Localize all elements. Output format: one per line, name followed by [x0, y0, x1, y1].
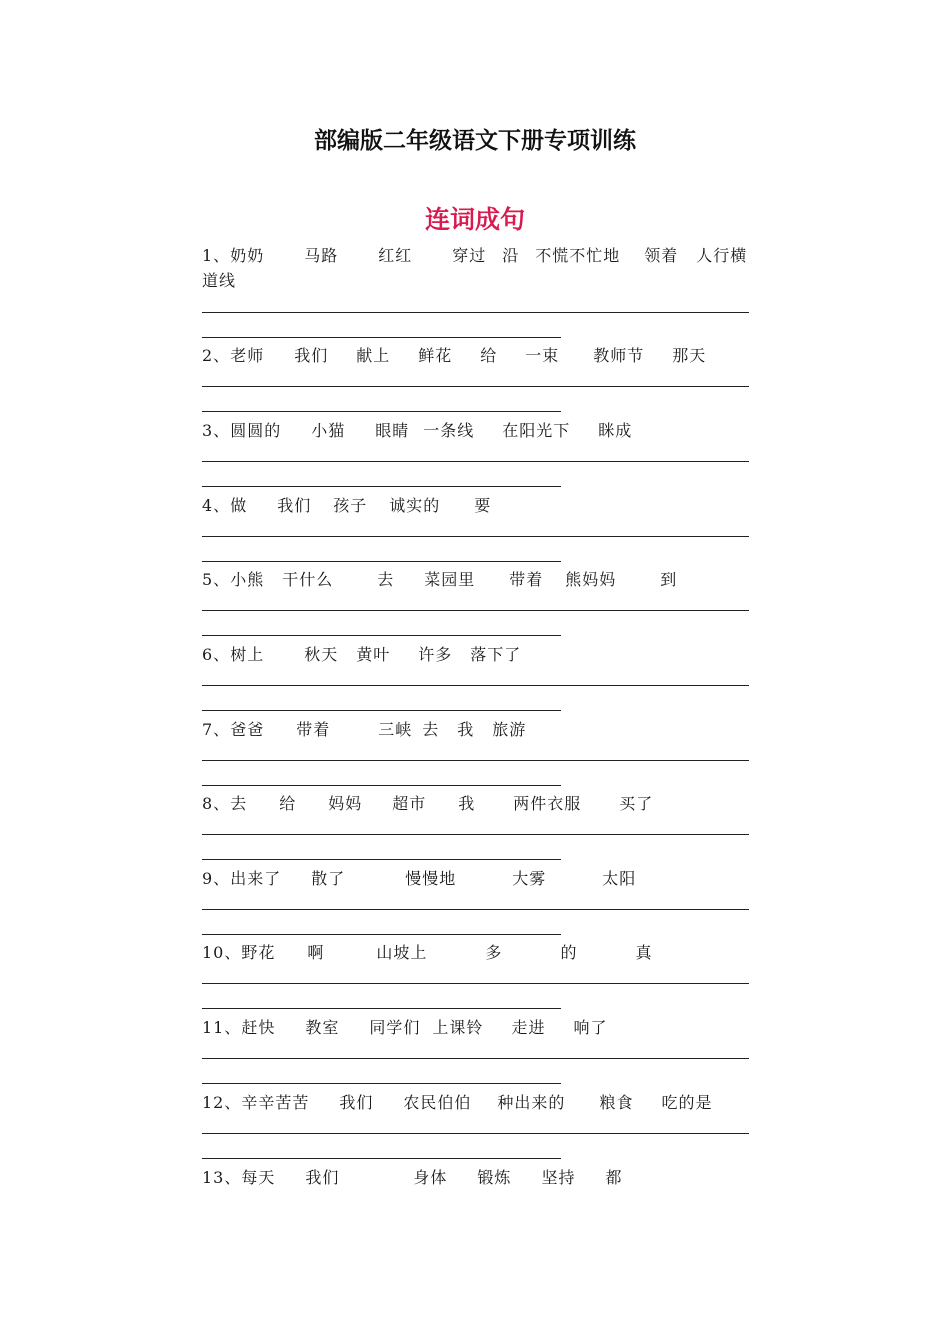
- exercise-word: 小猫: [311, 421, 346, 440]
- exercise-number: 4、: [202, 496, 231, 515]
- exercise-word: 我们: [339, 1093, 374, 1112]
- exercise-word: 小熊: [230, 570, 265, 589]
- answer-line-short[interactable]: [202, 486, 561, 487]
- exercise-prompt: [202, 642, 762, 667]
- exercise-word: 多: [485, 943, 503, 962]
- exercise-item: [202, 717, 762, 742]
- exercise-number: 5、: [202, 570, 231, 589]
- exercise-word: 上课铃: [432, 1018, 484, 1037]
- exercise-word: 我: [457, 720, 475, 739]
- exercise-word: 我们: [277, 496, 312, 515]
- exercise-item: [202, 1015, 762, 1040]
- exercise-word: 老师: [230, 346, 265, 365]
- page-title: 部编版二年级语文下册专项训练: [314, 128, 636, 154]
- exercise-item: [202, 940, 762, 965]
- exercise-word: 做: [230, 496, 248, 515]
- exercise-prompt: [202, 243, 762, 293]
- exercise-word: 领着: [644, 246, 679, 265]
- exercise-item: [202, 567, 762, 592]
- exercise-word: 不慌不忙地: [535, 246, 621, 265]
- exercise-word: 教室: [305, 1018, 340, 1037]
- exercise-number: 12、: [202, 1093, 242, 1112]
- answer-line[interactable]: [202, 983, 749, 984]
- exercise-word: 爸爸: [230, 720, 265, 739]
- exercise-word: 奶奶: [230, 246, 265, 265]
- exercise-number: 1、: [202, 246, 231, 265]
- exercise-word: 要: [474, 496, 492, 515]
- exercise-word: 赶快: [241, 1018, 276, 1037]
- exercise-word: 山坡上: [376, 943, 428, 962]
- exercise-word: 身体: [413, 1168, 448, 1187]
- answer-line[interactable]: [202, 536, 749, 537]
- exercise-word: 锻炼: [477, 1168, 512, 1187]
- answer-line-short[interactable]: [202, 1083, 561, 1084]
- exercise-word: 秋天: [304, 645, 339, 664]
- exercise-word: 许多: [418, 645, 453, 664]
- exercise-prompt: [202, 343, 762, 368]
- exercise-word: 超市: [392, 794, 427, 813]
- answer-line-short[interactable]: [202, 710, 561, 711]
- exercise-word: 坚持: [541, 1168, 576, 1187]
- exercise-word: 一条线: [423, 421, 475, 440]
- exercise-word: 干什么: [282, 570, 334, 589]
- exercise-item: [202, 1165, 762, 1190]
- exercise-item: [202, 243, 762, 293]
- exercise-word: 买了: [619, 794, 654, 813]
- exercise-word: 带着: [296, 720, 331, 739]
- answer-line[interactable]: [202, 1058, 749, 1059]
- exercise-number: 3、: [202, 421, 231, 440]
- exercise-word: 眼睛: [375, 421, 410, 440]
- answer-line[interactable]: [202, 461, 749, 462]
- exercise-word: 辛辛苦苦: [241, 1093, 310, 1112]
- exercise-word: 落下了: [470, 645, 522, 664]
- answer-line[interactable]: [202, 834, 749, 835]
- exercise-word: 孩子: [333, 496, 368, 515]
- exercise-prompt: [202, 866, 762, 891]
- answer-line[interactable]: [202, 685, 749, 686]
- exercise-number: 11、: [202, 1018, 242, 1037]
- exercise-word: 圆圆的: [230, 421, 282, 440]
- answer-line-short[interactable]: [202, 337, 561, 338]
- exercise-prompt: [202, 418, 762, 443]
- exercise-word: 给: [279, 794, 297, 813]
- exercise-word: 鲜花: [418, 346, 453, 365]
- exercise-word: 树上: [230, 645, 265, 664]
- exercise-word: 出来了: [230, 869, 282, 888]
- exercise-word: 太阳: [602, 869, 637, 888]
- exercise-word: 红红: [378, 246, 413, 265]
- exercise-word: 穿过: [452, 246, 487, 265]
- exercise-word: 野花: [241, 943, 276, 962]
- exercise-word: 旅游: [492, 720, 527, 739]
- exercise-number: 7、: [202, 720, 231, 739]
- exercise-word: 妈妈: [328, 794, 363, 813]
- exercise-prompt: [202, 717, 762, 742]
- answer-line[interactable]: [202, 312, 749, 313]
- exercise-prompt: [202, 1090, 762, 1115]
- answer-line-short[interactable]: [202, 1158, 561, 1159]
- exercise-word: 去: [230, 794, 248, 813]
- answer-line-short[interactable]: [202, 635, 561, 636]
- exercise-item: [202, 1090, 762, 1115]
- exercise-word: 慢慢地: [405, 869, 457, 888]
- exercise-number: 8、: [202, 794, 231, 813]
- exercise-word: 带着: [509, 570, 544, 589]
- answer-line-short[interactable]: [202, 561, 561, 562]
- exercise-word: 我们: [294, 346, 329, 365]
- exercise-number: 10、: [202, 943, 242, 962]
- exercise-word: 那天: [672, 346, 707, 365]
- exercise-word: 的: [560, 943, 578, 962]
- section-title: 连词成句: [424, 205, 525, 234]
- exercise-word: 吃的是: [661, 1093, 713, 1112]
- exercise-prompt: [202, 493, 762, 518]
- exercise-item: [202, 642, 762, 667]
- answer-line[interactable]: [202, 760, 749, 761]
- exercise-word: 响了: [573, 1018, 608, 1037]
- exercise-word: 农民伯伯: [403, 1093, 472, 1112]
- exercise-word: 眯成: [598, 421, 633, 440]
- exercise-word: 去: [377, 570, 395, 589]
- exercise-number: 6、: [202, 645, 231, 664]
- exercise-word: 种出来的: [497, 1093, 566, 1112]
- exercise-word: 大雾: [512, 869, 547, 888]
- exercise-word: 诚实的: [389, 496, 441, 515]
- exercise-word: 菜园里: [424, 570, 476, 589]
- exercise-word: 马路: [304, 246, 339, 265]
- exercise-item: [202, 418, 762, 443]
- answer-line-short[interactable]: [202, 785, 561, 786]
- exercise-prompt: [202, 567, 762, 592]
- exercise-item: [202, 866, 762, 891]
- exercise-word: 黄叶: [356, 645, 391, 664]
- exercise-prompt: [202, 791, 762, 816]
- exercise-word: 教师节: [593, 346, 645, 365]
- exercise-word: 三峡: [378, 720, 413, 739]
- exercise-prompt: [202, 940, 762, 965]
- exercise-word: 两件衣服: [513, 794, 582, 813]
- exercise-word: 人行横道线: [202, 246, 748, 290]
- exercise-word: 去: [422, 720, 440, 739]
- answer-line-short[interactable]: [202, 859, 561, 860]
- answer-line[interactable]: [202, 1133, 749, 1134]
- exercise-number: 13、: [202, 1168, 242, 1187]
- exercise-word: 沿: [502, 246, 520, 265]
- exercise-word: 在阳光下: [502, 421, 571, 440]
- exercise-word: 给: [480, 346, 498, 365]
- exercise-item: [202, 493, 762, 518]
- exercise-number: 9、: [202, 869, 231, 888]
- exercise-word: 走进: [511, 1018, 546, 1037]
- exercise-word: 粮食: [599, 1093, 634, 1112]
- answer-line-short[interactable]: [202, 934, 561, 935]
- exercise-item: [202, 343, 762, 368]
- exercise-word: 我: [458, 794, 476, 813]
- exercise-word: 到: [660, 570, 678, 589]
- exercise-item: [202, 791, 762, 816]
- exercise-word: 啊: [307, 943, 325, 962]
- answer-line[interactable]: [202, 386, 749, 387]
- exercise-word: 一束: [525, 346, 560, 365]
- exercise-word: 同学们: [369, 1018, 421, 1037]
- answer-line-short[interactable]: [202, 1008, 561, 1009]
- exercise-word: 每天: [241, 1168, 276, 1187]
- exercise-prompt: [202, 1015, 762, 1040]
- answer-line[interactable]: [202, 610, 749, 611]
- answer-line-short[interactable]: [202, 411, 561, 412]
- exercise-word: 都: [605, 1168, 623, 1187]
- exercise-prompt: [202, 1165, 762, 1190]
- exercise-word: 真: [635, 943, 653, 962]
- exercise-word: 我们: [305, 1168, 340, 1187]
- exercise-number: 2、: [202, 346, 231, 365]
- exercise-word: 献上: [356, 346, 391, 365]
- answer-line[interactable]: [202, 909, 749, 910]
- exercise-word: 熊妈妈: [565, 570, 617, 589]
- exercise-word: 散了: [311, 869, 346, 888]
